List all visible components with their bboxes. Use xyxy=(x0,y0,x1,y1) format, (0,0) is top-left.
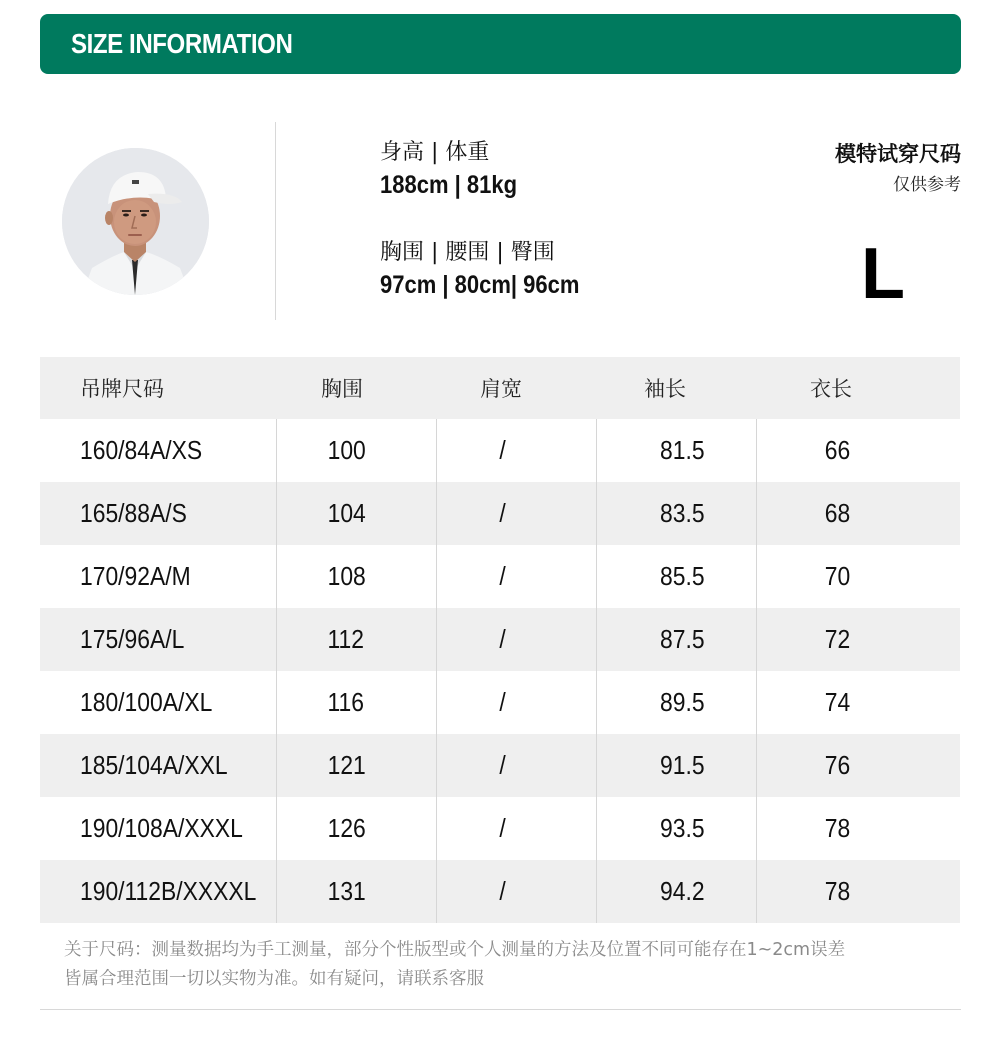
table-row xyxy=(40,545,960,608)
page-title: SIZE INFORMATION xyxy=(71,28,293,59)
cell-shoulder: / xyxy=(436,608,596,671)
cell-length: 78 xyxy=(756,797,960,860)
cell-tag-size: 170/92A/M xyxy=(80,561,191,591)
bottom-divider xyxy=(40,1009,961,1010)
cell-tag-size: 180/100A/XL xyxy=(80,687,213,717)
cell-shoulder: / xyxy=(436,860,596,923)
fit-size-value: L xyxy=(861,234,905,314)
cell-sleeve: 81.5 xyxy=(596,419,756,482)
header-tag-size: 吊牌尺码 xyxy=(80,377,164,401)
cell-shoulder: / xyxy=(436,482,596,545)
cell-tag-size: 160/84A/XS xyxy=(80,435,203,465)
cell-chest: 126 xyxy=(276,797,436,860)
cell-shoulder: / xyxy=(436,545,596,608)
model-info-section xyxy=(40,120,961,325)
note-line-2: 皆属合理范围一切以实物为准。如有疑问，请联系客服 xyxy=(64,969,484,989)
table-row xyxy=(40,734,960,797)
cell-sleeve: 83.5 xyxy=(596,482,756,545)
table-row xyxy=(40,671,960,734)
cell-chest: 100 xyxy=(276,419,436,482)
model-photo-illustration xyxy=(62,148,209,295)
cell-chest: 121 xyxy=(276,734,436,797)
cell-sleeve: 93.5 xyxy=(596,797,756,860)
table-row xyxy=(40,608,960,671)
header-shoulder: 肩宽 xyxy=(480,377,522,401)
height-weight-label: 身高 | 体重 xyxy=(380,140,490,165)
cell-shoulder: / xyxy=(436,671,596,734)
header-length: 衣长 xyxy=(810,377,852,401)
cell-chest: 112 xyxy=(276,608,436,671)
cell-sleeve: 85.5 xyxy=(596,545,756,608)
cell-tag-size: 190/112B/XXXXL xyxy=(80,876,257,906)
fit-size-subtitle: 仅供参考 xyxy=(893,175,961,195)
height-weight-value: 188cm | 81kg xyxy=(380,171,518,199)
cell-shoulder: / xyxy=(436,797,596,860)
cell-length: 68 xyxy=(756,482,960,545)
cell-chest: 116 xyxy=(276,671,436,734)
fit-size-title: 模特试穿尺码 xyxy=(835,142,961,166)
cell-chest: 104 xyxy=(276,482,436,545)
cell-chest: 131 xyxy=(276,860,436,923)
cell-tag-size: 185/104A/XXL xyxy=(80,750,228,780)
model-avatar xyxy=(62,148,209,295)
cell-sleeve: 91.5 xyxy=(596,734,756,797)
header-banner xyxy=(40,14,961,74)
note-line-1: 关于尺码：测量数据均为手工测量，部分个性版型或个人测量的方法及位置不同可能存在1~2cm误差 xyxy=(64,940,846,960)
header-sleeve: 袖长 xyxy=(644,377,686,401)
cell-length: 78 xyxy=(756,860,960,923)
vertical-divider xyxy=(275,122,276,320)
table-row xyxy=(40,797,960,860)
table-row xyxy=(40,419,960,482)
table-header-row xyxy=(40,357,960,419)
cell-length: 76 xyxy=(756,734,960,797)
table-row xyxy=(40,860,960,923)
cell-sleeve: 94.2 xyxy=(596,860,756,923)
cell-tag-size: 190/108A/XXXL xyxy=(80,813,243,843)
size-disclaimer-note xyxy=(64,936,964,994)
cell-length: 66 xyxy=(756,419,960,482)
header-chest: 胸围 xyxy=(321,377,363,401)
table-row xyxy=(40,482,960,545)
cell-chest: 108 xyxy=(276,545,436,608)
cell-length: 74 xyxy=(756,671,960,734)
height-weight-block xyxy=(380,138,536,202)
cell-shoulder: / xyxy=(436,734,596,797)
size-table xyxy=(40,357,960,923)
body-measure-label: 胸围 | 腰围 | 臀围 xyxy=(380,240,555,265)
cell-shoulder: / xyxy=(436,419,596,482)
cell-length: 72 xyxy=(756,608,960,671)
cell-tag-size: 165/88A/S xyxy=(80,498,187,528)
body-measure-value: 97cm | 80cm| 96cm xyxy=(380,271,580,299)
cell-length: 70 xyxy=(756,545,960,608)
cell-sleeve: 87.5 xyxy=(596,608,756,671)
cell-tag-size: 175/96A/L xyxy=(80,624,185,654)
cell-sleeve: 89.5 xyxy=(596,671,756,734)
body-measure-block xyxy=(380,238,607,302)
